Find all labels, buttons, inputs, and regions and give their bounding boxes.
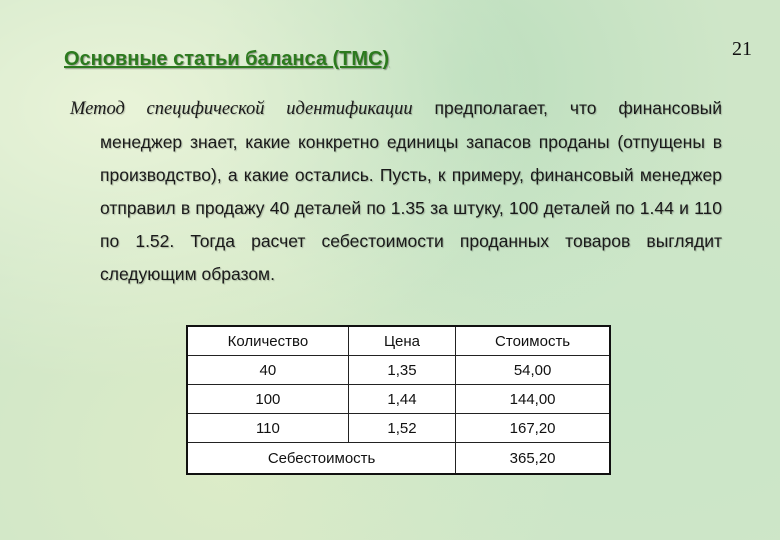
total-value: 365,20 (456, 443, 610, 475)
table-total-row (187, 443, 610, 475)
table-header-row (187, 326, 610, 356)
cell-quantity: 100 (187, 385, 348, 414)
cell-cost: 54,00 (456, 356, 610, 385)
cell-price: 1,52 (348, 414, 455, 443)
page-number: 21 (732, 38, 752, 60)
cell-quantity: 110 (187, 414, 348, 443)
paragraph-text: предполагает, что финансовый менеджер знает, какие конкретно единицы запасов проданы (отпущены в производство), а какие остались. Пусть, к примеру, финансовый менеджер отправил в продажу 40 деталей по 1.35 за штуку, 100 деталей по 1.44 и 110 по 1.52. Тогда расчет себестоимости проданных товаров выглядит следующим образом. (100, 98, 722, 284)
header-cost: Стоимость (456, 326, 610, 356)
cell-cost: 144,00 (456, 385, 610, 414)
cost-table (186, 325, 611, 475)
table-row (187, 414, 610, 443)
cell-cost: 167,20 (456, 414, 610, 443)
body-paragraph (70, 92, 722, 291)
cell-price: 1,44 (348, 385, 455, 414)
lead-phrase: Метод специфической идентификации (70, 99, 413, 119)
header-price: Цена (348, 326, 455, 356)
slide-title: Основные статьи баланса (ТМС) (64, 48, 390, 70)
table-row (187, 356, 610, 385)
cell-quantity: 40 (187, 356, 348, 385)
header-quantity: Количество (187, 326, 348, 356)
total-label: Себестоимость (187, 443, 456, 475)
cell-price: 1,35 (348, 356, 455, 385)
table-row (187, 385, 610, 414)
